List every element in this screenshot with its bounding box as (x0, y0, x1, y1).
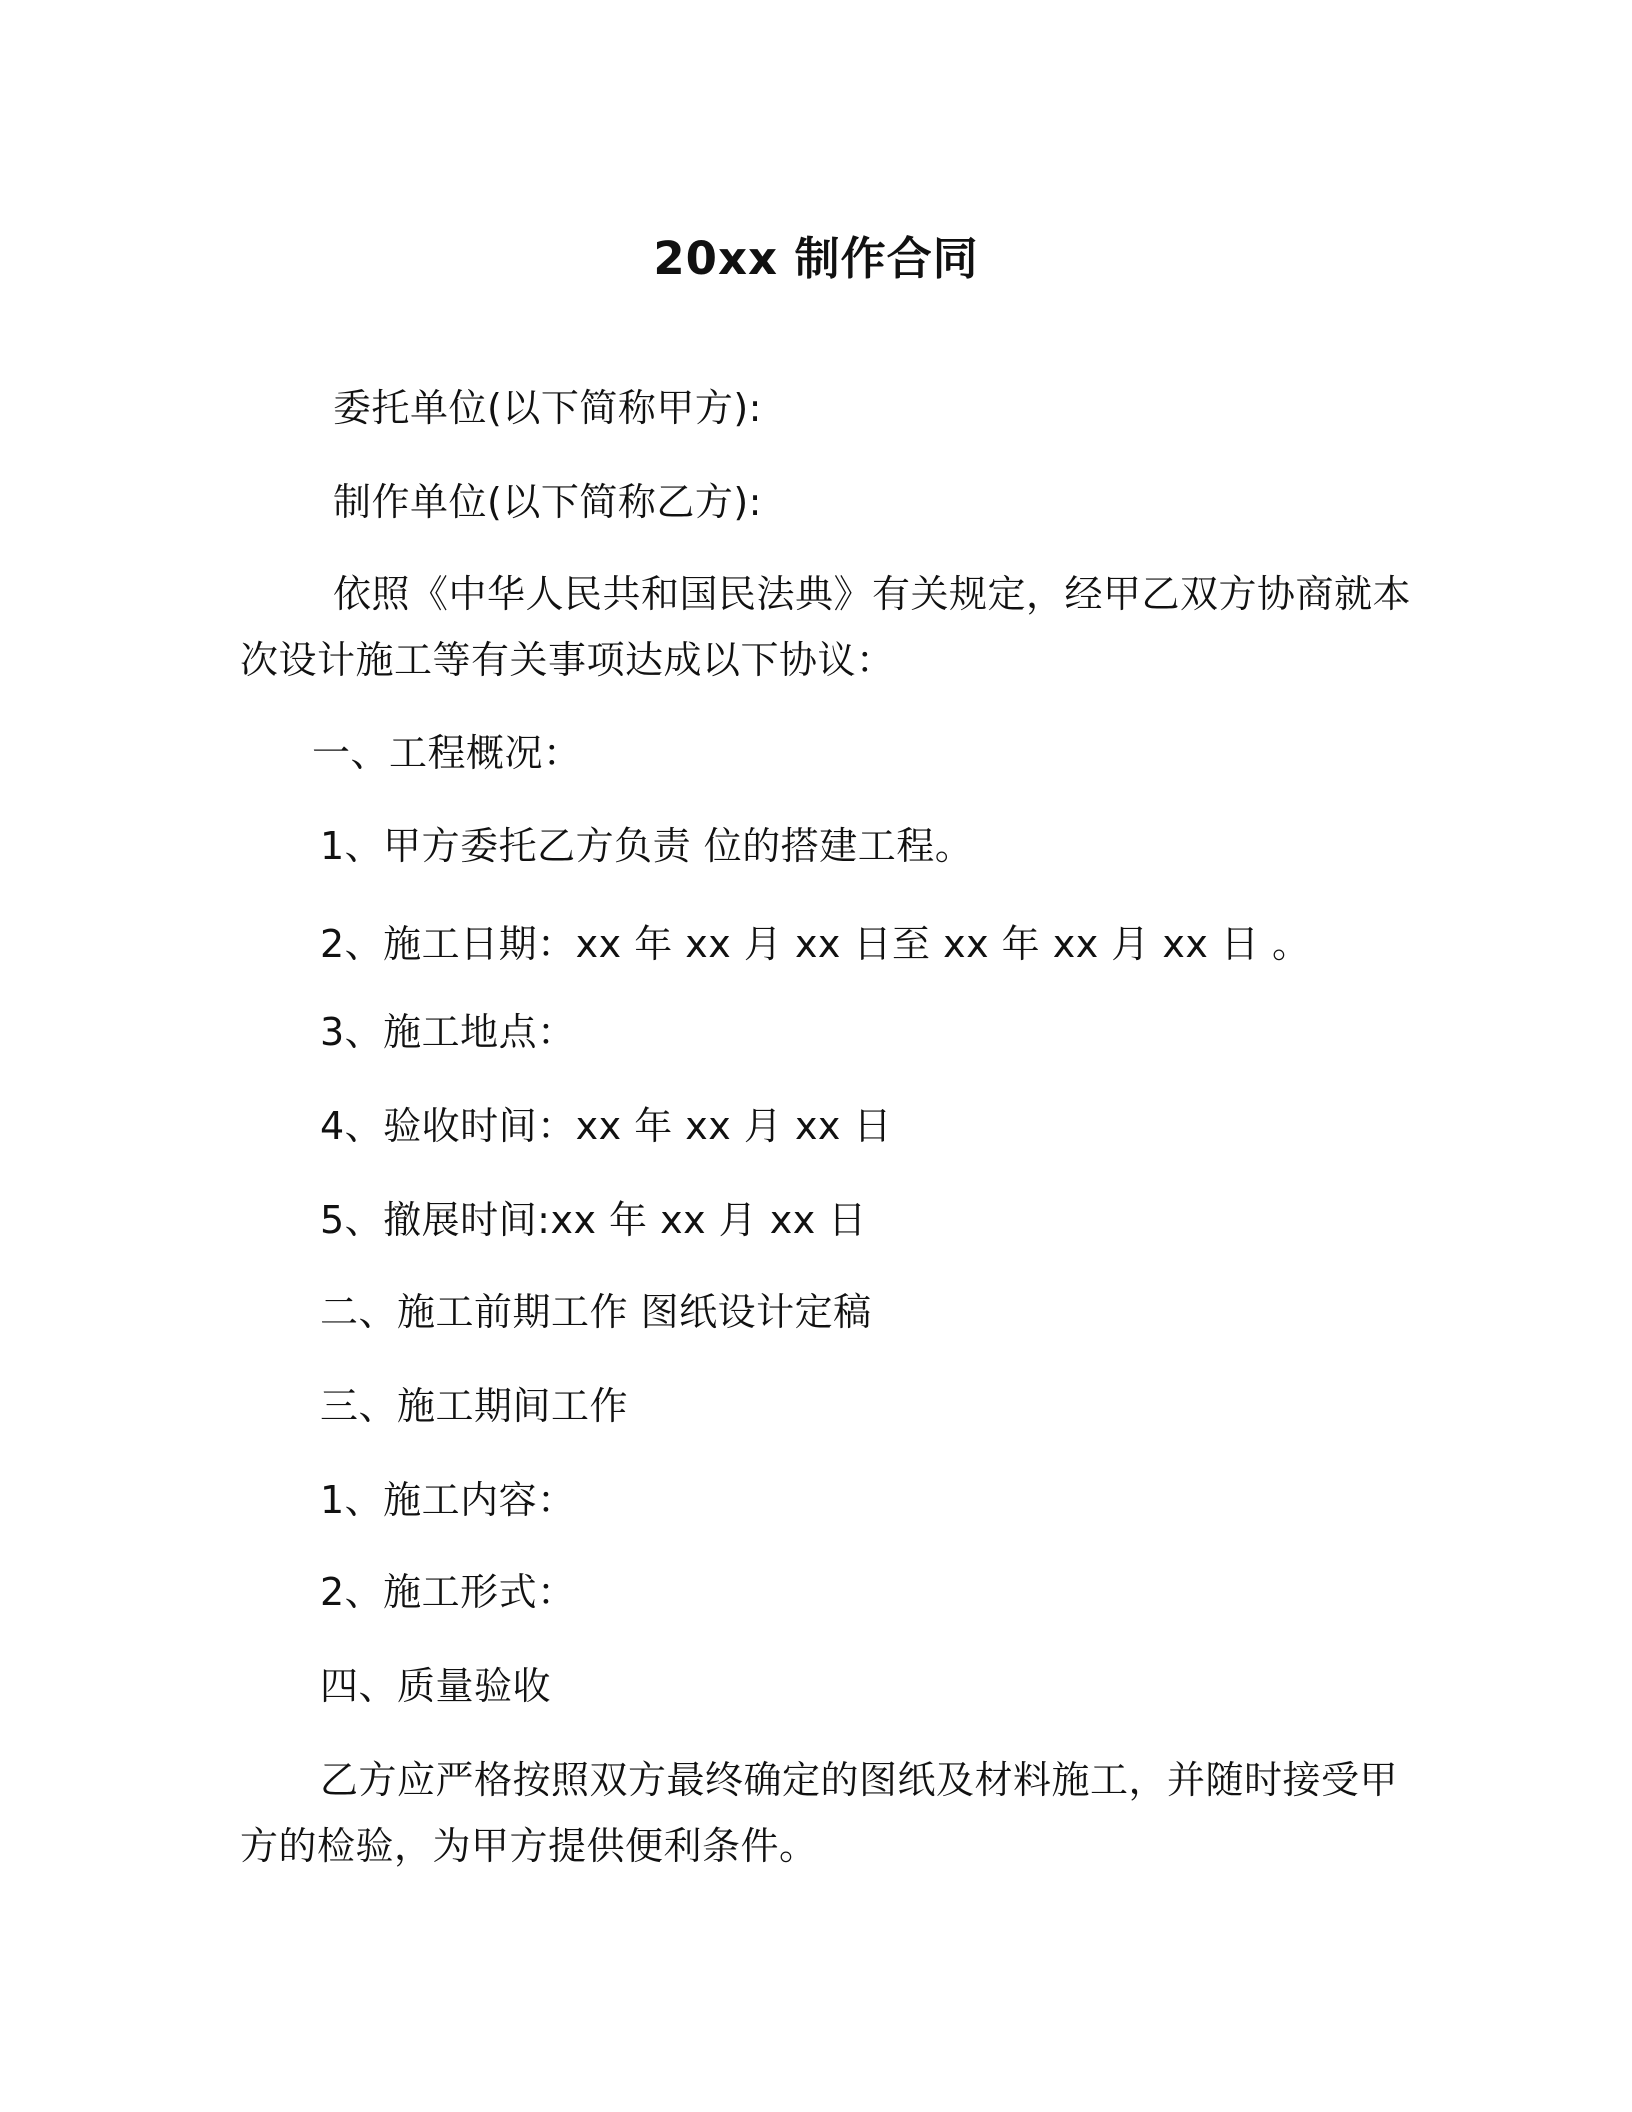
party-a-line: 委托单位(以下简称甲方): (333, 386, 762, 430)
intro-paragraph-line-1: 依照《中华人民共和国民法典》有关规定，经甲乙双方协商就本 (333, 572, 1412, 616)
section-3-item-1: 1、施工内容： (320, 1478, 576, 1522)
section-2-heading: 二、施工前期工作 图纸设计定稿 (320, 1290, 872, 1334)
section-1-item-1: 1、甲方委托乙方负责 位的搭建工程。 (320, 824, 974, 868)
section-1-item-5: 5、撤展时间:xx 年 xx 月 xx 日 (320, 1198, 867, 1242)
document-title: 20xx 制作合同 (653, 232, 979, 285)
party-b-line: 制作单位(以下简称乙方): (333, 480, 762, 524)
section-1-heading: 一、工程概况： (312, 731, 582, 775)
section-4-heading: 四、质量验收 (320, 1664, 552, 1708)
section-1-item-4: 4、验收时间：xx 年 xx 月 xx 日 (320, 1104, 893, 1148)
quality-paragraph-line-1: 乙方应严格按照双方最终确定的图纸及材料施工，并随时接受甲 (320, 1758, 1399, 1802)
intro-paragraph-line-2: 次设计施工等有关事项达成以下协议： (240, 638, 895, 682)
section-1-item-2: 2、施工日期：xx 年 xx 月 xx 日至 xx 年 xx 月 xx 日 。 (320, 922, 1311, 966)
quality-paragraph-line-2: 方的检验，为甲方提供便利条件。 (240, 1824, 818, 1868)
section-1-item-3: 3、施工地点： (320, 1010, 576, 1054)
section-3-heading: 三、施工期间工作 (320, 1384, 629, 1428)
section-3-item-2: 2、施工形式： (320, 1570, 576, 1614)
